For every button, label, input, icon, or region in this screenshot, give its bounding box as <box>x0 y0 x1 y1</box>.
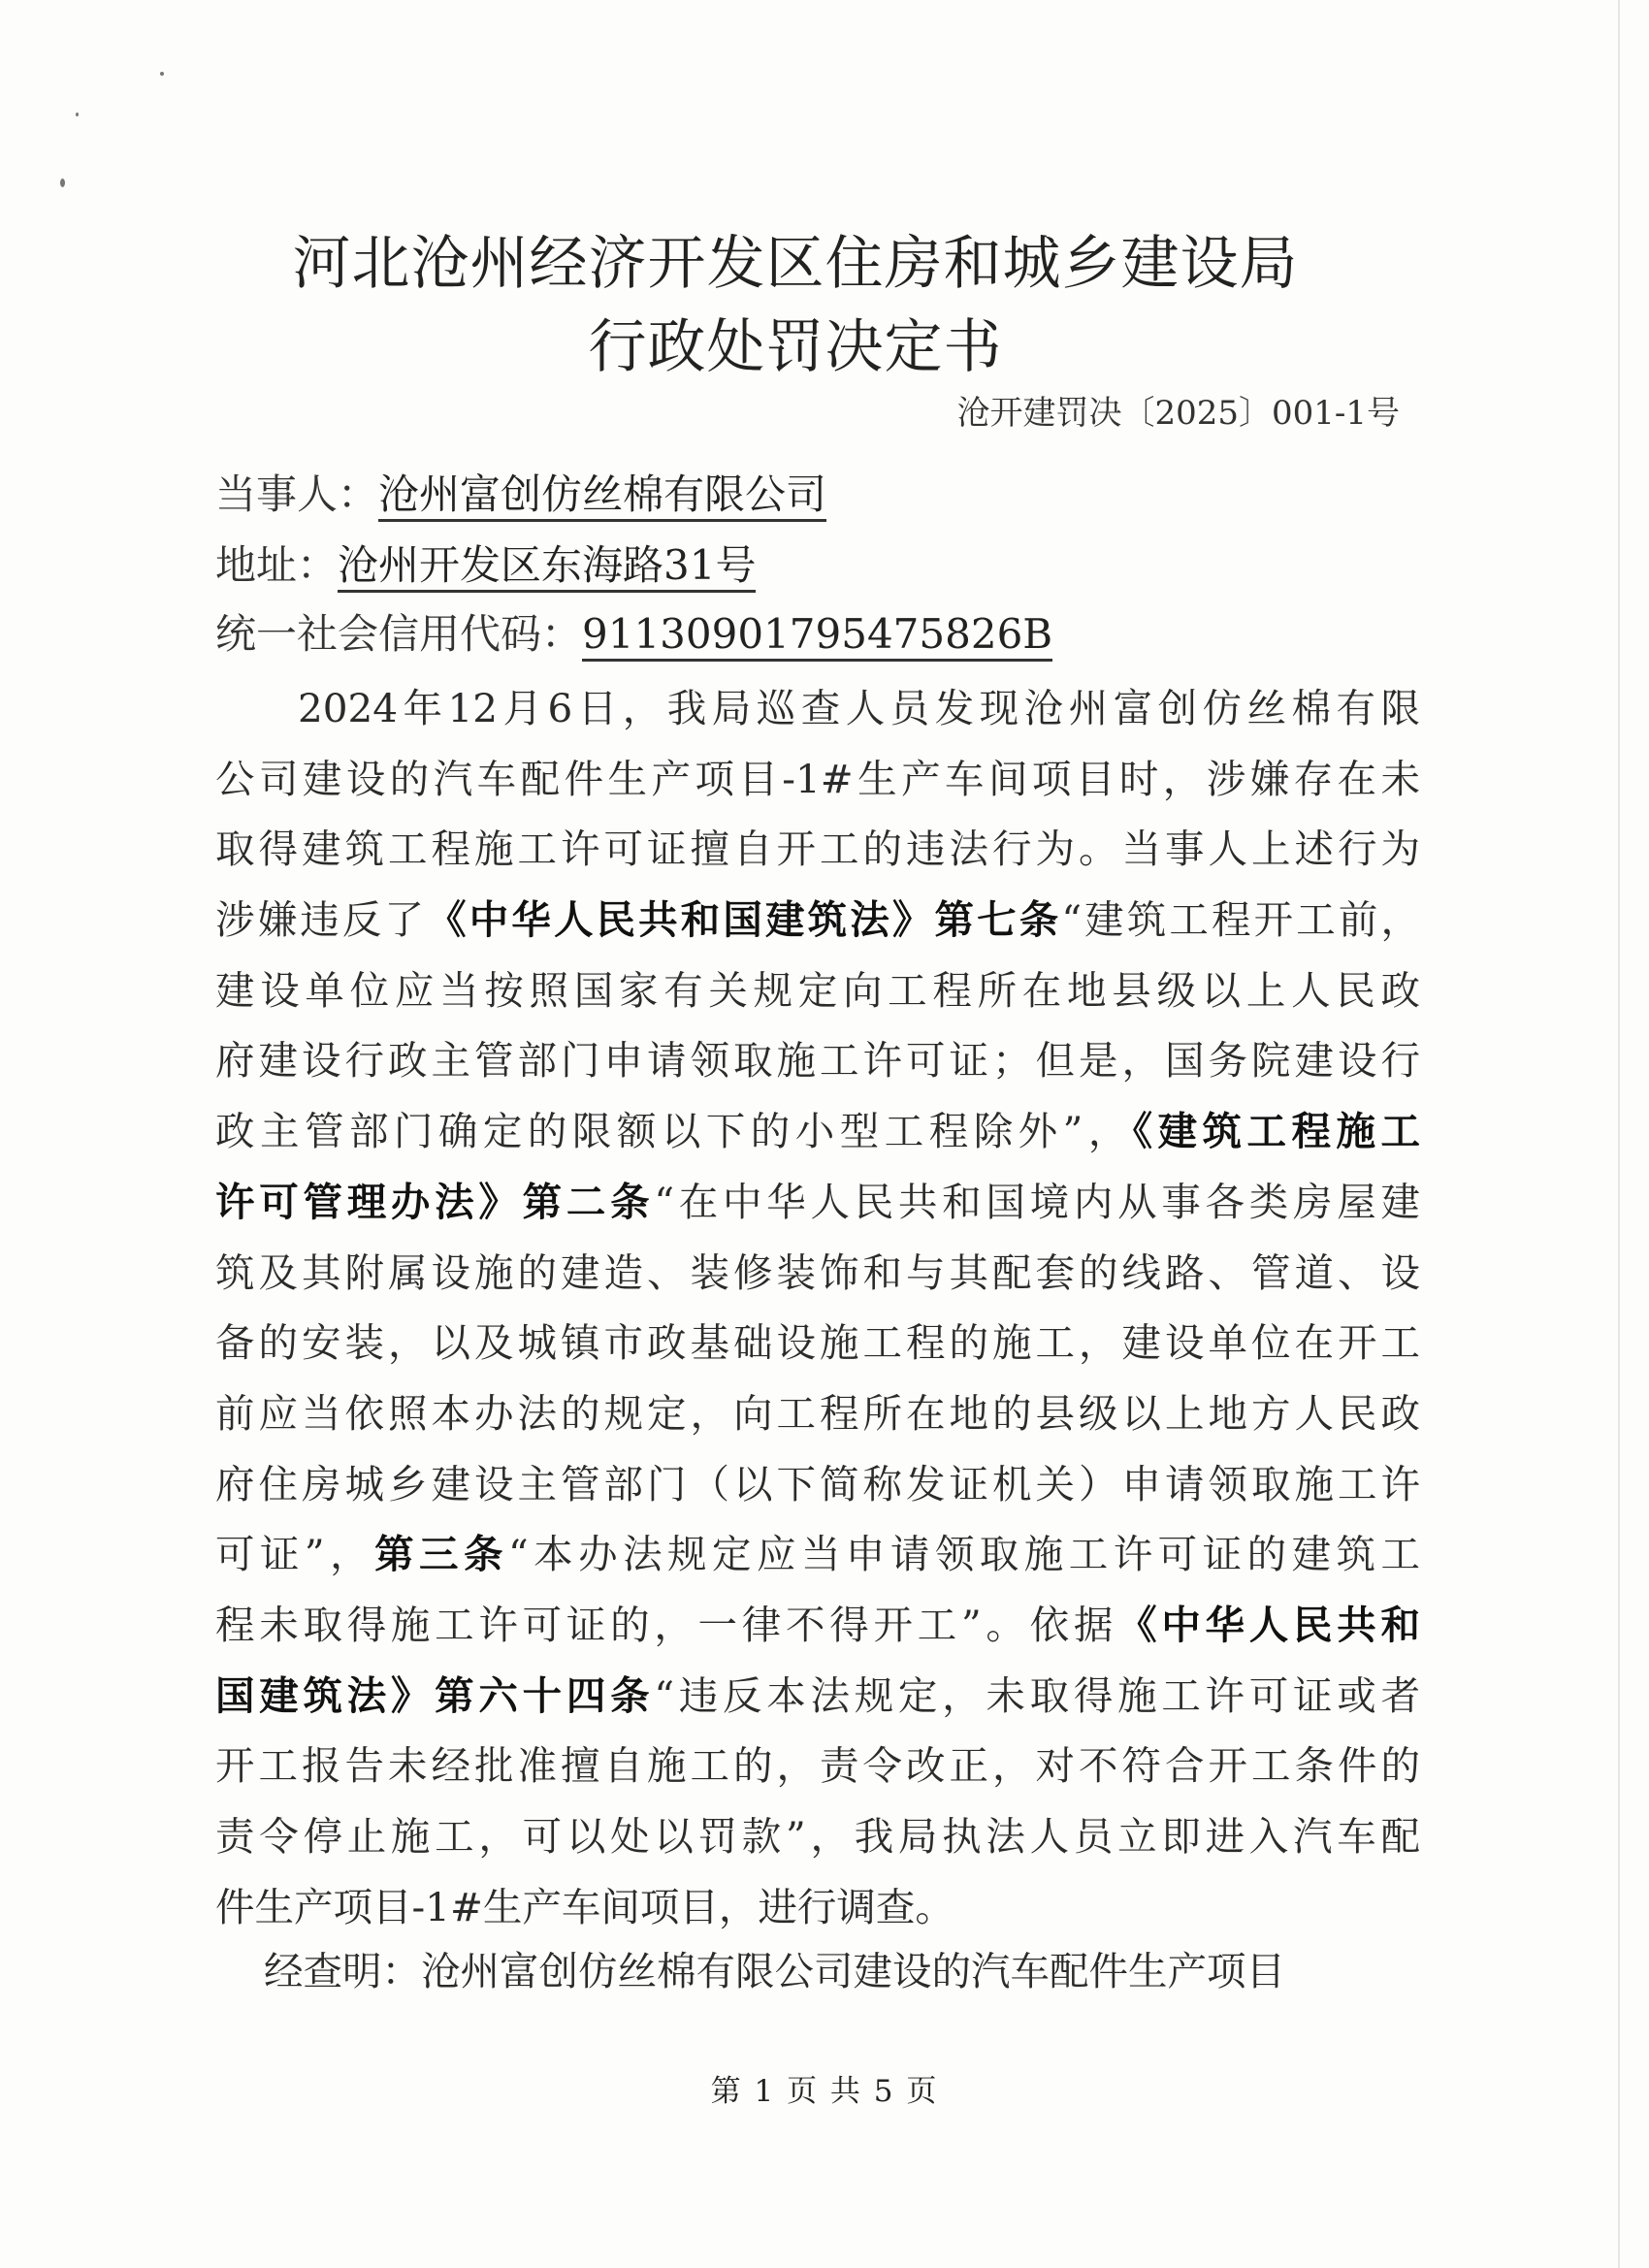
address-field <box>215 538 756 593</box>
law-citation: 许可管理办法》第二条 <box>215 1178 655 1225</box>
findings-paragraph <box>215 1936 1420 2006</box>
body-line: 涉嫌违反了《中华人民共和国建筑法》第七条“建筑工程开工前， <box>215 896 1420 944</box>
body-line: 责令停止施工，可以处以罚款”，我局执法人员立即进入汽车配 <box>215 1813 1420 1860</box>
party-label: 当事人： <box>215 470 379 518</box>
body-line: 前应当依照本办法的规定，向工程所在地的县级以上地方人民政 <box>215 1389 1420 1437</box>
law-citation: 《建筑工程施工 <box>1132 1108 1420 1155</box>
body-line: 经查明：沧州富创仿丝棉有限公司建设的汽车配件生产项目 <box>264 1948 1285 1994</box>
body-line: 取得建筑工程施工许可证擅自开工的违法行为。当事人上述行为 <box>215 826 1420 873</box>
law-citation: 国建筑法》第六十四条 <box>215 1671 655 1719</box>
address-label: 地址： <box>215 541 339 589</box>
body-line: 件生产项目-1#生产车间项目，进行调查。 <box>215 1883 954 1930</box>
credit-code-value: 91130901795475826B <box>582 610 1052 662</box>
scan-speck <box>160 72 164 76</box>
page-footer: 第 1 页 共 5 页 <box>710 2074 939 2109</box>
body-line: 程未取得施工许可证的，一律不得开工”。依据《中华人民共和 <box>215 1601 1420 1648</box>
party-value: 沧州富创仿丝棉有限公司 <box>378 470 826 522</box>
law-citation: 《中华人民共和国建筑法》第七条 <box>427 896 1062 944</box>
document-title-line2: 行政处罚决定书 <box>588 313 1003 381</box>
scan-speck <box>76 113 79 116</box>
body-line: 备的安装，以及城镇市政基础设施工程的施工，建设单位在开工 <box>215 1319 1420 1367</box>
body-paragraph <box>215 673 1420 1942</box>
party-field <box>215 468 826 522</box>
document-number: 沧开建罚决〔2025〕001-1号 <box>956 394 1400 433</box>
document-title-line1: 河北沧州经济开发区住房和城乡建设局 <box>292 230 1299 298</box>
scan-speck <box>60 178 65 187</box>
body-line: 建设单位应当按照国家有关规定向工程所在地县级以上人民政 <box>215 966 1420 1014</box>
body-line: 开工报告未经批准擅自施工的，责令改正，对不符合开工条件的 <box>215 1742 1420 1790</box>
body-line: 筑及其附属设施的建造、装修装饰和与其配套的线路、管道、设 <box>215 1248 1420 1296</box>
law-citation: 第三条 <box>374 1531 508 1578</box>
credit-code-label: 统一社会信用代码： <box>215 610 583 658</box>
body-line: 2024年12月6日，我局巡查人员发现沧州富创仿丝棉有限 <box>298 685 1420 731</box>
body-line: 可证”，第三条“本办法规定应当申请领取施工许可证的建筑工 <box>215 1531 1420 1578</box>
body-line: 府建设行政主管部门申请领取施工许可证；但是，国务院建设行 <box>215 1037 1420 1085</box>
credit-code-field <box>215 607 1052 662</box>
body-line: 许可管理办法》第二条“在中华人民共和国境内从事各类房屋建 <box>215 1178 1420 1225</box>
body-line: 政主管部门确定的限额以下的小型工程除外”，《建筑工程施工 <box>215 1108 1420 1155</box>
body-line: 府住房城乡建设主管部门（以下简称发证机关）申请领取施工许 <box>215 1460 1420 1507</box>
body-line: 公司建设的汽车配件生产项目-1#生产车间项目时，涉嫌存在未 <box>215 755 1420 802</box>
body-line: 国建筑法》第六十四条“违反本法规定，未取得施工许可证或者 <box>215 1671 1420 1719</box>
address-value: 沧州开发区东海路31号 <box>338 541 756 593</box>
law-citation: 《中华人民共和 <box>1117 1601 1420 1648</box>
